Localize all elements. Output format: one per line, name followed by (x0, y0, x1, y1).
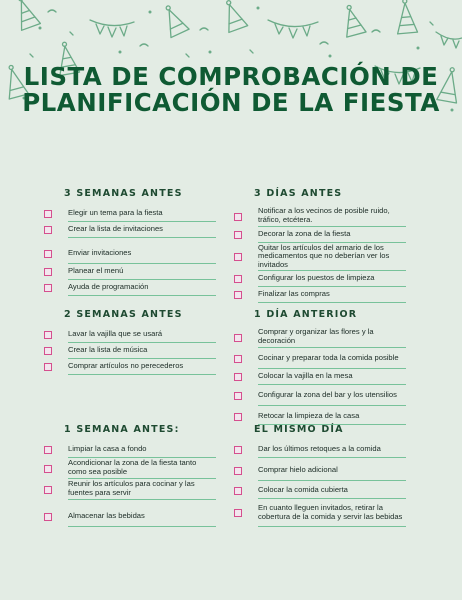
checklist-item[interactable] (234, 227, 406, 243)
bunting-icon (436, 32, 462, 48)
section-heading: EL MISMO DÍA (254, 424, 344, 435)
checkbox[interactable] (44, 210, 52, 218)
checklist-item[interactable] (234, 385, 406, 406)
item-label: Lavar la vajilla que se usará (68, 327, 216, 343)
bunting-icon (90, 20, 134, 37)
checklist-item[interactable] (44, 327, 216, 343)
checkbox[interactable] (234, 253, 242, 261)
section-heading: 2 SEMANAS ANTES (64, 309, 183, 320)
section-heading: 3 DÍAS ANTES (254, 188, 343, 199)
section-heading: 1 SEMANA ANTES: (64, 424, 180, 435)
checkbox[interactable] (44, 513, 52, 521)
checkbox[interactable] (234, 446, 242, 454)
checklist-item[interactable] (44, 243, 216, 264)
item-label: Configurar la zona del bar y los utensilios (258, 385, 406, 406)
item-label: Configurar los puestos de limpieza (258, 271, 406, 287)
checklist-item[interactable] (44, 222, 216, 238)
item-label: Quitar los artículos del armario de los medicamentos que no deberían ver los invitados (258, 243, 406, 271)
item-label: Dar los últimos retoques a la comida (258, 442, 406, 458)
item-label: Reunir los artículos para cocinar y las fuentes para servir (68, 479, 216, 500)
checklist-item[interactable] (234, 287, 406, 303)
checklist-item[interactable] (44, 359, 216, 375)
item-label: Comprar y organizar las flores y la decoración (258, 327, 406, 348)
checkbox[interactable] (234, 509, 242, 517)
item-label: Limpiar la casa a fondo (68, 442, 216, 458)
bunting-icon (268, 20, 318, 38)
item-label: Crear la lista de invitaciones (68, 222, 216, 238)
checklist-item[interactable] (234, 348, 406, 369)
confetti-icon (30, 10, 433, 57)
section-el-mismo-dia (234, 424, 406, 527)
checklist-item[interactable] (234, 460, 406, 481)
section-2-semanas-antes (44, 309, 216, 375)
item-label: Colocar la vajilla en la mesa (258, 369, 406, 385)
item-label: Comprar hielo adicional (258, 460, 406, 481)
party-hat-icon (339, 3, 366, 37)
section-3-dias-antes (234, 188, 406, 303)
checklist-item[interactable] (44, 206, 216, 222)
section-heading: 1 DÍA ANTERIOR (254, 309, 358, 320)
checkbox[interactable] (234, 275, 242, 283)
party-hat-icon (158, 2, 189, 38)
item-label: Acondicionar la zona de la fiesta tanto como sea posible (68, 458, 216, 479)
checklist-item[interactable] (44, 479, 216, 500)
section-3-semanas-antes (44, 188, 216, 296)
item-label: Comprar artículos no perecederos (68, 359, 216, 375)
checkbox[interactable] (234, 392, 242, 400)
section-1-semana-antes (44, 424, 216, 527)
checkbox[interactable] (234, 355, 242, 363)
item-label: Retocar la limpieza de la casa (258, 409, 406, 425)
checklist-item[interactable] (234, 409, 406, 425)
item-label: Almacenar las bebidas (68, 506, 216, 527)
checkbox[interactable] (234, 487, 242, 495)
party-hat-icon (395, 0, 418, 34)
checklist-item[interactable] (44, 506, 216, 527)
item-label: Finalizar las compras (258, 287, 406, 303)
party-hat-icon (11, 0, 41, 30)
item-label: Elegir un tema para la fiesta (68, 206, 216, 222)
section-1-dia-anterior (234, 309, 406, 425)
checklist-item[interactable] (44, 343, 216, 359)
party-hat-icon (219, 0, 248, 32)
item-label: Notificar a los vecinos de posible ruido, tráfico, etcétera. (258, 206, 406, 227)
item-label: Cocinar y preparar toda la comida posible (258, 348, 406, 369)
item-label: Planear el menú (68, 264, 216, 280)
checklist-item[interactable] (234, 442, 406, 458)
checkbox[interactable] (234, 373, 242, 381)
checkbox[interactable] (44, 465, 52, 473)
item-label: Ayuda de programación (68, 280, 216, 296)
checklist-item[interactable] (234, 243, 406, 271)
checkbox[interactable] (44, 347, 52, 355)
checkbox[interactable] (44, 268, 52, 276)
item-label: En cuanto lleguen invitados, retirar la cobertura de la comida y servir las bebidas (258, 499, 406, 527)
checkbox[interactable] (44, 226, 52, 234)
checklist-item[interactable] (234, 483, 406, 499)
checklist-item[interactable] (234, 327, 406, 348)
checklist-item[interactable] (44, 280, 216, 296)
section-heading: 3 SEMANAS ANTES (64, 188, 183, 199)
checkbox[interactable] (44, 331, 52, 339)
checklist-item[interactable] (234, 369, 406, 385)
checkbox[interactable] (234, 291, 242, 299)
checkbox[interactable] (44, 446, 52, 454)
page-title: LISTA DE COMPROBACIÓN DE PLANIFICACIÓN DE LA FIESTA (22, 62, 440, 117)
item-label: Decorar la zona de la fiesta (258, 227, 406, 243)
checkbox[interactable] (44, 486, 52, 494)
checklist-item[interactable] (234, 206, 406, 227)
checkbox[interactable] (234, 467, 242, 475)
checkbox[interactable] (44, 250, 52, 258)
item-label: Enviar invitaciones (68, 243, 216, 264)
checkbox[interactable] (234, 413, 242, 421)
checkbox[interactable] (234, 231, 242, 239)
checklist-item[interactable] (44, 264, 216, 280)
checkbox[interactable] (234, 213, 242, 221)
checkbox[interactable] (234, 334, 242, 342)
checklist-item[interactable] (44, 442, 216, 458)
item-label: Crear la lista de música (68, 343, 216, 359)
checklist-item[interactable] (44, 458, 216, 479)
checklist-item[interactable] (234, 499, 406, 527)
checkbox[interactable] (44, 363, 52, 371)
item-label: Colocar la comida cubierta (258, 483, 406, 499)
checklist-item[interactable] (234, 271, 406, 287)
checkbox[interactable] (44, 284, 52, 292)
